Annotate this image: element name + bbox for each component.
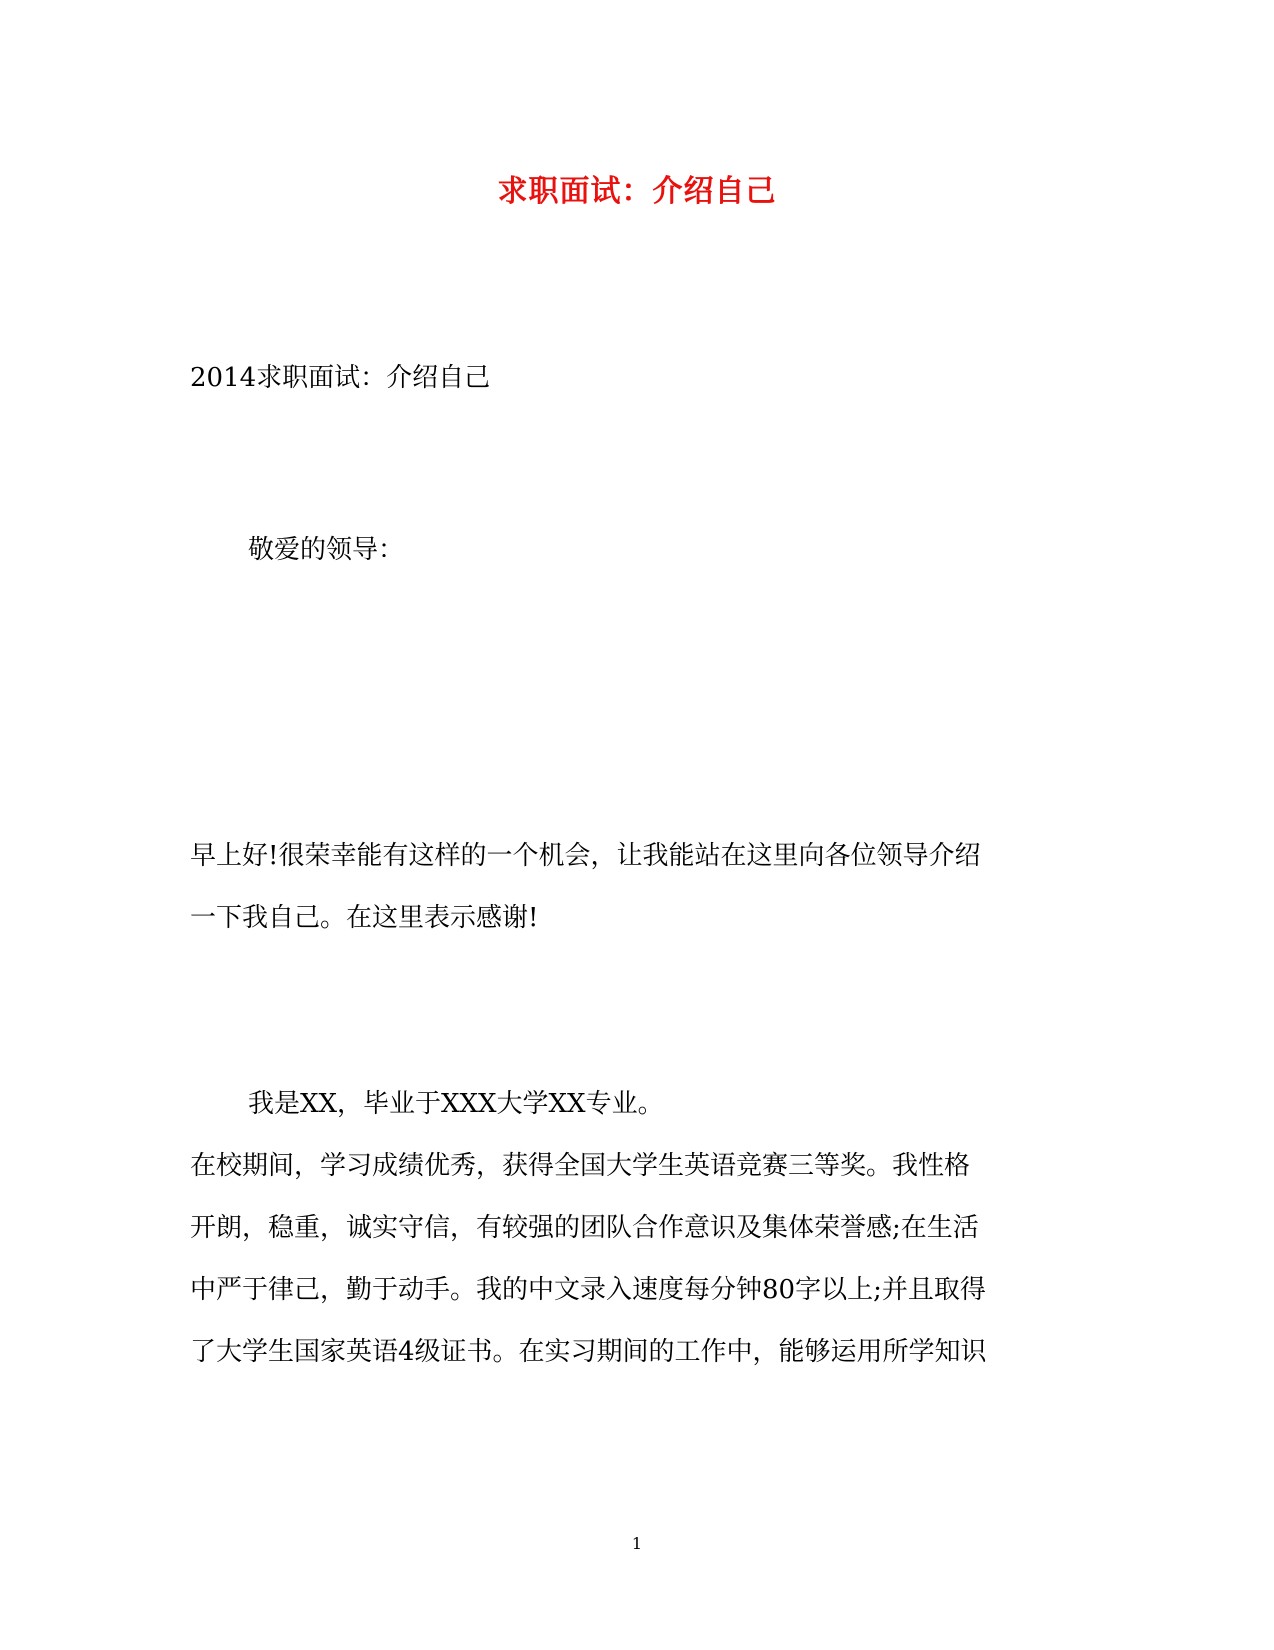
paragraph-2-lead: 我是XX，毕业于XXX大学XX专业。 (248, 1089, 664, 1119)
page-number: 1 (631, 1534, 643, 1553)
paragraph-2-line-4: 了大学生国家英语4级证书。在实习期间的工作中，能够运用所学知识 (190, 1337, 987, 1367)
paragraph-1-line-1: 早上好!很荣幸能有这样的一个机会，让我能站在这里向各位领导介绍 (190, 841, 981, 871)
paragraph-2-line-2: 开朗，稳重，诚实守信，有较强的团队合作意识及集体荣誉感;在生活 (190, 1213, 979, 1243)
paragraph-2-line-3: 中严于律己，勤于动手。我的中文录入速度每分钟80字以上;并且取得 (190, 1275, 986, 1305)
salutation: 敬爱的领导： (248, 535, 405, 565)
document-title: 求职面试：介绍自己 (497, 174, 777, 209)
document-subtitle: 2014求职面试：介绍自己 (190, 363, 491, 393)
paragraph-1-line-2: 一下我自己。在这里表示感谢! (190, 903, 539, 933)
paragraph-2-line-1: 在校期间，学习成绩优秀，获得全国大学生英语竞赛三等奖。我性格 (190, 1151, 971, 1181)
